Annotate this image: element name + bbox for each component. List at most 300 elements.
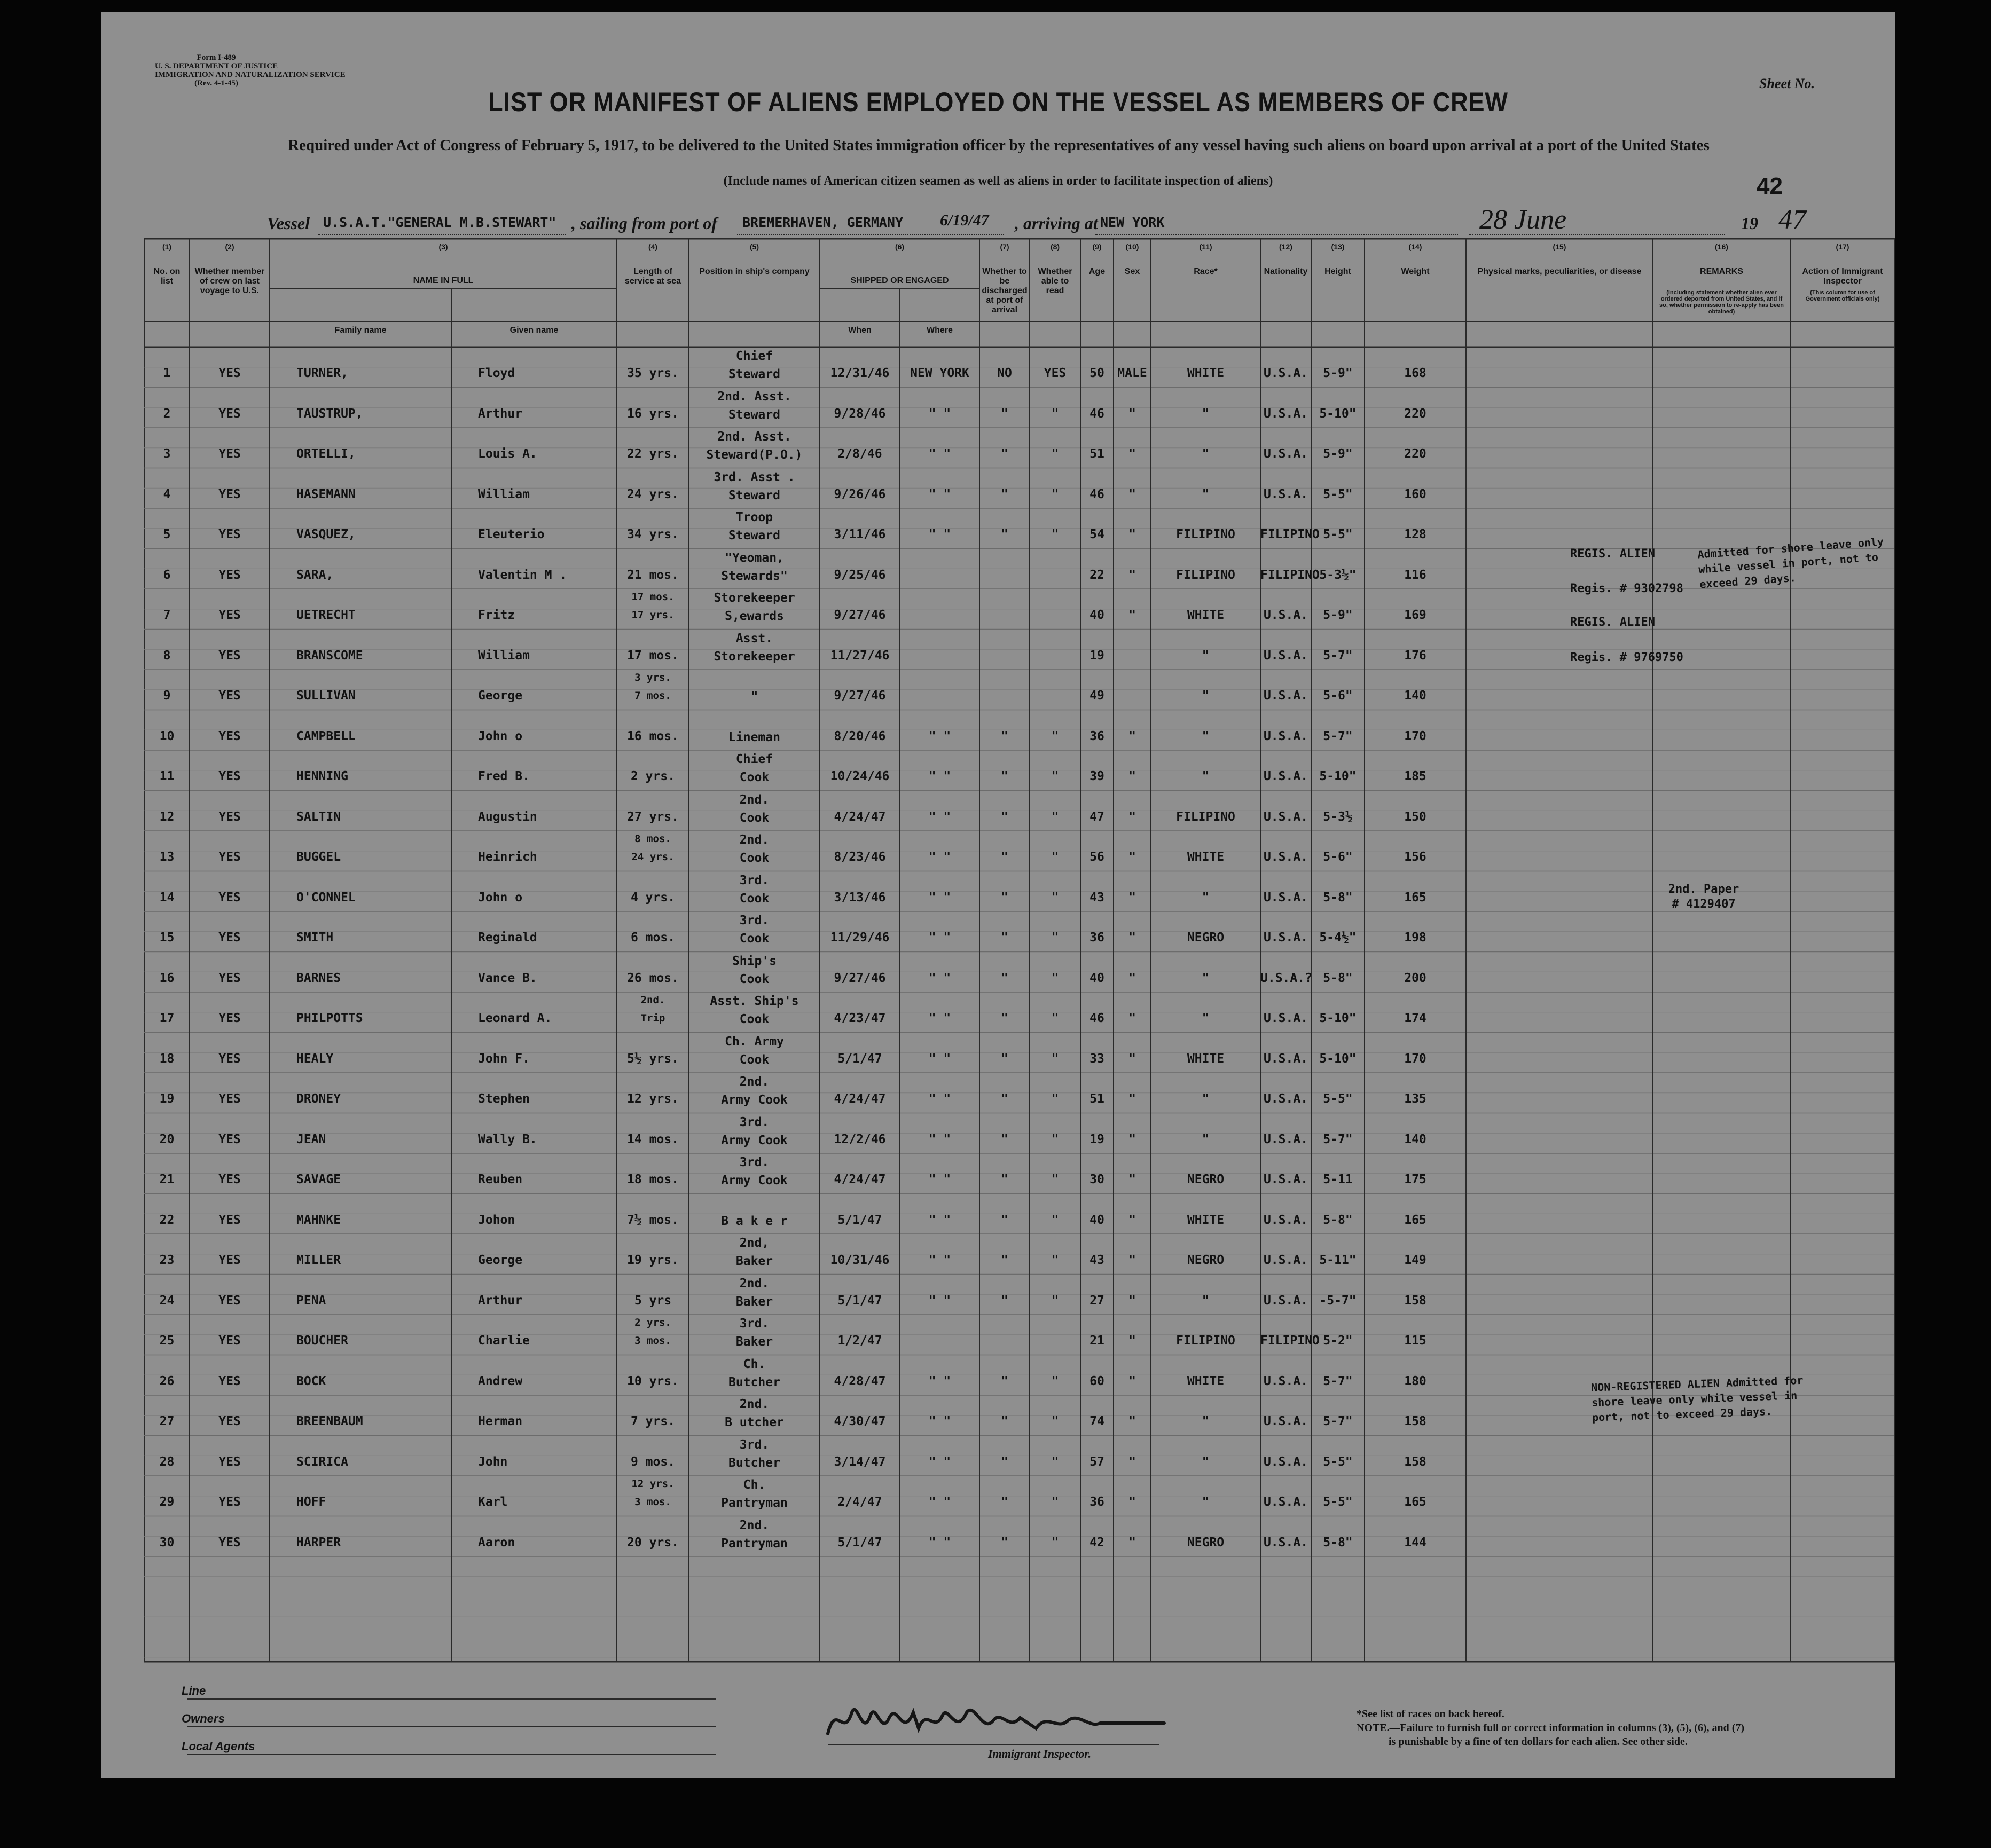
cell-when: 10/31/46 bbox=[830, 1253, 890, 1267]
cell-service: 10 yrs. bbox=[627, 1374, 679, 1388]
cell-position-line: Troop bbox=[735, 510, 773, 524]
cell-position-line: Pantryman bbox=[721, 1536, 788, 1551]
column-number: (14) bbox=[1408, 242, 1422, 251]
cell-position-line: 2nd. bbox=[739, 1518, 770, 1532]
remark-text: REGIS. ALIEN bbox=[1570, 547, 1655, 561]
cell-when: 3/14/47 bbox=[834, 1454, 886, 1469]
column-number: (12) bbox=[1279, 242, 1292, 251]
cell-read: " bbox=[1051, 1535, 1059, 1550]
cell-read: " bbox=[1051, 809, 1059, 824]
cell-weight: 170 bbox=[1404, 1051, 1426, 1066]
cell-read: " bbox=[1051, 1454, 1059, 1469]
cell-position-line: 2nd. bbox=[739, 1276, 770, 1291]
cell-position-line: B utcher bbox=[725, 1416, 784, 1429]
cell-given: Leonard A. bbox=[478, 1011, 552, 1025]
cell-nationality: U.S.A. bbox=[1263, 1253, 1308, 1267]
cell-height: 5-4½" bbox=[1319, 931, 1357, 945]
cell-given: Floyd bbox=[478, 366, 515, 380]
cell-no: 24 bbox=[159, 1293, 175, 1308]
include-note: (Include names of American citizen seamen as well as aliens in order to facilitate inspection of aliens) bbox=[723, 174, 1273, 188]
cell-race: WHITE bbox=[1187, 850, 1225, 864]
penalty-note-line-2: is punishable by a fine of ten dollars for each alien. See other side. bbox=[1389, 1736, 1688, 1748]
cell-when: 4/24/47 bbox=[834, 1092, 886, 1106]
table-row bbox=[101, 831, 1895, 871]
cell-sex: " bbox=[1128, 1334, 1136, 1348]
cell-nationality: U.S.A. bbox=[1263, 1454, 1308, 1469]
arrival-year-suffix: 47 bbox=[1778, 205, 1806, 235]
cell-read: " bbox=[1051, 729, 1059, 743]
cell-height: 5-9" bbox=[1323, 608, 1353, 622]
cell-no: 30 bbox=[159, 1535, 175, 1550]
cell-service: 21 mos. bbox=[627, 568, 679, 582]
cell-read: " bbox=[1051, 1293, 1059, 1308]
sailing-port: BREMERHAVEN, GERMANY bbox=[742, 215, 904, 230]
cell-nationality: U.S.A. bbox=[1263, 1414, 1308, 1428]
cell-family: ORTELLI, bbox=[296, 447, 356, 461]
column-number: (11) bbox=[1199, 242, 1212, 251]
cell-family: MILLER bbox=[296, 1253, 341, 1267]
cell-service: 24 yrs. bbox=[627, 487, 679, 501]
cell-read: " bbox=[1051, 1495, 1059, 1509]
arriving-label: , arriving at bbox=[1015, 214, 1098, 233]
cell-read: " bbox=[1051, 528, 1059, 541]
cell-nationality: U.S.A. bbox=[1263, 890, 1308, 905]
cell-age: 51 bbox=[1089, 447, 1104, 461]
cell-prior: YES bbox=[218, 1495, 241, 1509]
cell-height: 5-9" bbox=[1323, 366, 1353, 380]
cell-position-line: Ch. Army bbox=[725, 1034, 784, 1049]
penalty-note-line-1: NOTE.—Failure to furnish full or correct information in columns (3), (5), (6), and (7) bbox=[1357, 1722, 1745, 1734]
cell-height: 5-8" bbox=[1323, 1535, 1353, 1550]
cell-height: 5-10" bbox=[1319, 1051, 1357, 1066]
cell-height: 5-7" bbox=[1323, 648, 1353, 663]
cell-when: 4/23/47 bbox=[834, 1011, 886, 1025]
cell-position-line: Cook bbox=[739, 932, 770, 946]
cell-family: VASQUEZ, bbox=[296, 528, 356, 541]
cell-nationality: U.S.A. bbox=[1263, 1173, 1308, 1186]
cell-service: 7 yrs. bbox=[630, 1414, 676, 1428]
table-row bbox=[101, 952, 1895, 993]
cell-position-line: 3rd. bbox=[739, 1155, 770, 1169]
cell-discharged: " bbox=[1001, 1293, 1008, 1308]
cell-given: Fritz bbox=[478, 608, 515, 622]
cell-when: 10/24/46 bbox=[830, 769, 890, 783]
cell-position-line: 3rd. bbox=[739, 1115, 770, 1129]
cell-weight: 158 bbox=[1404, 1414, 1426, 1428]
cell-race: WHITE bbox=[1187, 1051, 1225, 1066]
cell-family: O'CONNEL bbox=[296, 890, 356, 905]
cell-height: 5-5" bbox=[1323, 487, 1353, 501]
cell-prior: YES bbox=[218, 769, 241, 783]
cell-where: " " bbox=[928, 1374, 951, 1388]
cell-position-line: B a k e r bbox=[721, 1214, 788, 1228]
cell-prior: YES bbox=[218, 608, 241, 622]
cell-given: Reuben bbox=[478, 1173, 523, 1186]
cell-given: Reginald bbox=[478, 931, 537, 945]
cell-when: 4/28/47 bbox=[834, 1374, 886, 1388]
cell-sex: " bbox=[1128, 1414, 1136, 1428]
cell-nationality: U.S.A. bbox=[1263, 809, 1308, 824]
column-number: (3) bbox=[438, 242, 448, 251]
column-number: (7) bbox=[1000, 242, 1009, 251]
cell-height: 5-9" bbox=[1323, 447, 1353, 461]
cell-position-line: Stewards" bbox=[721, 569, 788, 583]
inspector-signature bbox=[822, 1691, 1175, 1750]
cell-given: Louis A. bbox=[478, 447, 537, 461]
cell-sex: " bbox=[1128, 528, 1136, 541]
cell-age: 54 bbox=[1089, 528, 1104, 541]
cell-prior: YES bbox=[218, 971, 241, 985]
table-row bbox=[101, 1275, 1895, 1315]
cell-race: WHITE bbox=[1187, 608, 1225, 622]
cell-age: 43 bbox=[1089, 1253, 1104, 1267]
cell-no: 11 bbox=[159, 769, 175, 783]
stamp-text: Admitted for shore leave only while vessel in port, not to exceed 29 days. bbox=[1697, 535, 1884, 591]
remarks-regis-4 bbox=[1570, 649, 1827, 666]
cell-family: SCIRICA bbox=[296, 1454, 348, 1469]
cell-discharged: " bbox=[1001, 1253, 1008, 1267]
cell-where: " " bbox=[928, 809, 951, 824]
cell-race: " bbox=[1202, 769, 1210, 783]
cell-age: 36 bbox=[1089, 931, 1104, 945]
table-row bbox=[101, 1113, 1895, 1154]
cell-position-line: Baker bbox=[735, 1294, 773, 1309]
table-row bbox=[101, 1234, 1895, 1275]
cell-age: 42 bbox=[1089, 1535, 1104, 1550]
cell-race: " bbox=[1202, 1132, 1210, 1146]
cell-family: UETRECHT bbox=[296, 608, 356, 622]
cell-weight: 220 bbox=[1404, 447, 1426, 461]
stamp-text: NON-REGISTERED ALIEN Admitted for shore leave only while vessel in port, not to exceed 29 days. bbox=[1590, 1373, 1804, 1424]
cell-nationality: U.S.A. bbox=[1263, 729, 1308, 743]
vessel-line bbox=[267, 205, 1848, 235]
cell-sex: " bbox=[1128, 568, 1136, 582]
cell-given: Charlie bbox=[478, 1334, 530, 1348]
cell-read: " bbox=[1051, 1253, 1059, 1267]
cell-read: " bbox=[1051, 890, 1059, 905]
cell-position-line: Chief bbox=[735, 349, 773, 363]
cell-read: " bbox=[1051, 971, 1059, 985]
cell-discharged: " bbox=[1001, 447, 1008, 461]
cell-no: 26 bbox=[159, 1374, 175, 1388]
line-label: Line bbox=[182, 1684, 206, 1697]
cell-weight: 169 bbox=[1404, 608, 1426, 622]
cell-discharged: " bbox=[1001, 406, 1008, 421]
cell-prior: YES bbox=[218, 1011, 241, 1025]
cell-sex: " bbox=[1128, 850, 1136, 864]
cell-race: " bbox=[1202, 1293, 1210, 1308]
cell-race: FILIPINO bbox=[1176, 809, 1235, 824]
cell-family: PENA bbox=[296, 1293, 326, 1308]
cell-prior: YES bbox=[218, 1092, 241, 1106]
column-subheader: Given name bbox=[509, 326, 559, 335]
cell-weight: 140 bbox=[1404, 689, 1426, 703]
cell-weight: 144 bbox=[1404, 1535, 1426, 1550]
cell-when: 9/26/46 bbox=[834, 487, 886, 501]
cell-family: BARNES bbox=[296, 971, 341, 985]
cell-given: John o bbox=[478, 729, 523, 743]
cell-where: " " bbox=[928, 1173, 951, 1186]
table-row bbox=[101, 388, 1895, 428]
cell-where: " " bbox=[928, 528, 951, 541]
column-note: (This column for use of Government officials only) bbox=[1805, 289, 1880, 302]
cell-read: " bbox=[1051, 487, 1059, 501]
cell-sex: " bbox=[1128, 809, 1136, 824]
column-header: Position in ship's company bbox=[699, 267, 810, 276]
cell-age: 27 bbox=[1089, 1293, 1104, 1308]
cell-age: 46 bbox=[1089, 487, 1104, 501]
remark-text: # 4129407 bbox=[1672, 898, 1736, 911]
cell-service-line: Trip bbox=[640, 1012, 665, 1024]
cell-given: Stephen bbox=[478, 1092, 530, 1106]
cell-where: " " bbox=[928, 890, 951, 905]
cell-sex: " bbox=[1128, 971, 1136, 985]
cell-discharged: " bbox=[1001, 769, 1008, 783]
cell-family: BREENBAUM bbox=[296, 1414, 363, 1428]
cell-family: SAVAGE bbox=[296, 1173, 341, 1186]
column-header: Height bbox=[1324, 267, 1351, 276]
column-number: (5) bbox=[749, 242, 759, 251]
cell-sex: " bbox=[1128, 1253, 1136, 1267]
cell-family: CAMPBELL bbox=[296, 729, 356, 743]
cell-family: BOUCHER bbox=[296, 1334, 348, 1348]
remark-text: 2nd. Paper bbox=[1668, 883, 1739, 896]
cell-sex: " bbox=[1128, 1454, 1136, 1469]
cell-race: " bbox=[1202, 406, 1210, 421]
remark-text: REGIS. ALIEN bbox=[1570, 616, 1655, 629]
cell-where: " " bbox=[928, 1253, 951, 1267]
cell-position-line: Cook bbox=[739, 851, 770, 865]
cell-weight: 176 bbox=[1404, 648, 1426, 663]
column-header: Age bbox=[1088, 267, 1106, 276]
cell-service-line: 3 mos. bbox=[634, 1335, 671, 1347]
cell-nationality: U.S.A. bbox=[1263, 1374, 1308, 1388]
cell-prior: YES bbox=[218, 1535, 241, 1550]
cell-where: " " bbox=[928, 1293, 951, 1308]
column-header: Weight bbox=[1401, 267, 1430, 276]
column-number: (8) bbox=[1050, 242, 1060, 251]
table-row bbox=[101, 911, 1895, 952]
cell-family: TAUSTRUP, bbox=[296, 406, 363, 421]
cell-weight: 170 bbox=[1404, 729, 1426, 743]
cell-sex: " bbox=[1128, 931, 1136, 945]
cell-prior: YES bbox=[218, 890, 241, 905]
cell-age: 50 bbox=[1089, 366, 1104, 380]
cell-when: 9/28/46 bbox=[834, 406, 886, 421]
column-header: No. on list bbox=[153, 267, 181, 286]
column-number: (9) bbox=[1092, 242, 1102, 251]
cell-height: 5-11" bbox=[1319, 1253, 1357, 1267]
cell-race: " bbox=[1202, 689, 1210, 703]
column-number: (17) bbox=[1836, 242, 1849, 251]
cell-nationality: U.S.A. bbox=[1263, 366, 1308, 380]
cell-age: 22 bbox=[1089, 568, 1104, 582]
cell-position-line: 2nd. bbox=[739, 792, 770, 807]
cell-service: 20 yrs. bbox=[627, 1535, 679, 1550]
cell-service-line: 2 yrs. bbox=[634, 1317, 671, 1328]
cell-position-line: 2nd. Asst. bbox=[717, 430, 791, 444]
cell-prior: YES bbox=[218, 809, 241, 824]
cell-when: 3/11/46 bbox=[834, 528, 886, 541]
cell-position-line: Pantryman bbox=[721, 1496, 788, 1510]
cell-service: 16 yrs. bbox=[627, 406, 679, 421]
cell-prior: YES bbox=[218, 1132, 241, 1146]
cell-no: 2 bbox=[163, 406, 171, 421]
cell-age: 46 bbox=[1089, 406, 1104, 421]
column-number: (2) bbox=[225, 242, 234, 251]
cell-service: 35 yrs. bbox=[627, 366, 679, 380]
cell-weight: 116 bbox=[1404, 568, 1426, 582]
local-agents-label: Local Agents bbox=[182, 1740, 255, 1753]
cell-nationality: U.S.A. bbox=[1263, 931, 1308, 945]
cell-position-line: 2nd. bbox=[739, 1075, 770, 1089]
column-header: REMARKS bbox=[1700, 267, 1743, 276]
cell-weight: 156 bbox=[1404, 850, 1426, 864]
table-row bbox=[101, 992, 1895, 1033]
port-underline bbox=[737, 234, 1004, 235]
cell-race: FILIPINO bbox=[1176, 1334, 1235, 1348]
cell-when: 8/20/46 bbox=[834, 729, 886, 743]
cell-no: 1 bbox=[163, 366, 171, 380]
cell-nationality: U.S.A. bbox=[1263, 1011, 1308, 1025]
cell-where: " " bbox=[928, 931, 951, 945]
cell-height: 5-10" bbox=[1319, 1011, 1357, 1025]
cell-discharged: " bbox=[1001, 1173, 1008, 1186]
cell-race: " bbox=[1202, 648, 1210, 663]
cell-position-line: 2nd, bbox=[739, 1236, 770, 1250]
cell-race: FILIPINO bbox=[1176, 528, 1235, 541]
cell-when: 2/8/46 bbox=[837, 447, 882, 461]
sailing-label: , sailing from port of bbox=[571, 214, 717, 233]
cell-where: " " bbox=[928, 487, 951, 501]
cell-position-line: Butcher bbox=[728, 1456, 780, 1470]
cell-no: 17 bbox=[159, 1011, 175, 1025]
column-number: (10) bbox=[1125, 242, 1139, 251]
remark-text: Regis. # 9302798 bbox=[1570, 582, 1683, 595]
page-title: LIST OR MANIFEST OF ALIENS EMPLOYED ON THE VESSEL AS MEMBERS OF CREW bbox=[488, 87, 1508, 117]
cell-age: 36 bbox=[1089, 1495, 1104, 1509]
cell-where: NEW YORK bbox=[910, 366, 969, 380]
table-row bbox=[101, 1073, 1895, 1113]
cell-no: 16 bbox=[159, 971, 175, 985]
form-identifier bbox=[155, 53, 346, 88]
cell-prior: YES bbox=[218, 931, 241, 945]
column-number: (13) bbox=[1331, 242, 1345, 251]
cell-nationality: U.S.A. bbox=[1263, 1535, 1308, 1550]
cell-sex: " bbox=[1128, 1293, 1136, 1308]
column-number: (4) bbox=[648, 242, 658, 251]
remarks-paper bbox=[1597, 882, 1810, 912]
cell-nationality: U.S.A. bbox=[1263, 406, 1308, 421]
cell-weight: 165 bbox=[1404, 1495, 1426, 1509]
cell-sex: " bbox=[1128, 1213, 1136, 1227]
cell-given: Aaron bbox=[478, 1535, 515, 1550]
cell-where: " " bbox=[928, 1011, 951, 1025]
cell-family: HOFF bbox=[296, 1495, 326, 1509]
cell-given: Augustin bbox=[478, 809, 537, 824]
cell-height: 5-8" bbox=[1323, 890, 1353, 905]
cell-age: 33 bbox=[1089, 1051, 1104, 1066]
cell-given: Heinrich bbox=[478, 850, 537, 864]
cell-position-line: Asst. bbox=[735, 631, 773, 646]
cell-height: 5-5" bbox=[1323, 1454, 1353, 1469]
cell-when: 5/1/47 bbox=[837, 1293, 882, 1308]
cell-read: " bbox=[1051, 769, 1059, 783]
cell-no: 8 bbox=[163, 648, 171, 663]
cell-discharged: " bbox=[1001, 971, 1008, 985]
cell-height: 5-6" bbox=[1323, 689, 1353, 703]
cell-discharged: " bbox=[1001, 850, 1008, 864]
cell-where: " " bbox=[928, 850, 951, 864]
cell-age: 19 bbox=[1089, 648, 1104, 663]
cell-nationality: U.S.A. bbox=[1263, 1495, 1308, 1509]
footer-note bbox=[1357, 1707, 1837, 1749]
cell-age: 56 bbox=[1089, 850, 1104, 864]
cell-height: 5-8" bbox=[1323, 971, 1353, 985]
cell-nationality: U.S.A. bbox=[1263, 1092, 1308, 1106]
cell-position-line: 2nd. bbox=[739, 1397, 770, 1411]
cell-no: 28 bbox=[159, 1454, 175, 1469]
cell-nationality: U.S.A. bbox=[1263, 648, 1308, 663]
cell-age: 40 bbox=[1089, 971, 1104, 985]
cell-position-line: Steward bbox=[728, 529, 780, 542]
cell-position-line: Steward bbox=[728, 488, 780, 502]
cell-discharged: " bbox=[1001, 1092, 1008, 1106]
cell-where: " " bbox=[928, 1495, 951, 1509]
cell-age: 19 bbox=[1089, 1132, 1104, 1146]
cell-height: 5-6" bbox=[1323, 850, 1353, 864]
cell-read: " bbox=[1051, 1414, 1059, 1428]
cell-weight: 135 bbox=[1404, 1092, 1426, 1106]
cell-no: 9 bbox=[163, 689, 171, 703]
cell-given: Andrew bbox=[478, 1374, 523, 1388]
column-number: (15) bbox=[1553, 242, 1566, 251]
cell-when: 12/31/46 bbox=[830, 366, 890, 380]
table-row bbox=[101, 710, 1895, 751]
column-header: Sex bbox=[1124, 267, 1140, 276]
column-note: (Including statement whether alien ever ordered deported from United States, and if so, whether permission to re-apply has been obtained) bbox=[1659, 289, 1784, 315]
cell-discharged: " bbox=[1001, 1535, 1008, 1550]
table-row bbox=[101, 1436, 1895, 1476]
vessel-name: U.S.A.T."GENERAL M.B.STEWART" bbox=[323, 215, 556, 230]
table-row bbox=[101, 347, 1895, 388]
cell-no: 12 bbox=[159, 809, 175, 824]
cell-no: 14 bbox=[159, 890, 175, 905]
cell-family: BUGGEL bbox=[296, 850, 341, 864]
legal-subtitle: Required under Act of Congress of February 5, 1917, to be delivered to the United States immigration officer by the representatives of any vessel having such aliens on board upon arrival at a port of the United States bbox=[288, 137, 1710, 154]
cell-sex: " bbox=[1128, 487, 1136, 501]
cell-prior: YES bbox=[218, 1293, 241, 1308]
cell-when: 9/27/46 bbox=[834, 608, 886, 622]
table-row bbox=[101, 1315, 1895, 1355]
cell-age: 46 bbox=[1089, 1011, 1104, 1025]
cell-no: 19 bbox=[159, 1092, 175, 1106]
cell-height: 5-7" bbox=[1323, 1374, 1353, 1388]
vessel-label: Vessel bbox=[267, 214, 310, 233]
cell-given: Arthur bbox=[478, 1293, 523, 1308]
cell-service-line: 12 yrs. bbox=[631, 1478, 675, 1490]
cell-discharged: " bbox=[1001, 1213, 1008, 1227]
cell-position-line: Cook bbox=[739, 811, 770, 825]
cell-sex: " bbox=[1128, 406, 1136, 421]
cell-race: " bbox=[1202, 1011, 1210, 1025]
column-subheader: Where bbox=[927, 326, 953, 335]
column-header: Action of Immigrant Inspector bbox=[1802, 267, 1883, 286]
cell-weight: 174 bbox=[1404, 1011, 1426, 1025]
column-header: Nationality bbox=[1264, 267, 1308, 276]
cell-prior: YES bbox=[218, 568, 241, 582]
cell-race: " bbox=[1202, 890, 1210, 905]
